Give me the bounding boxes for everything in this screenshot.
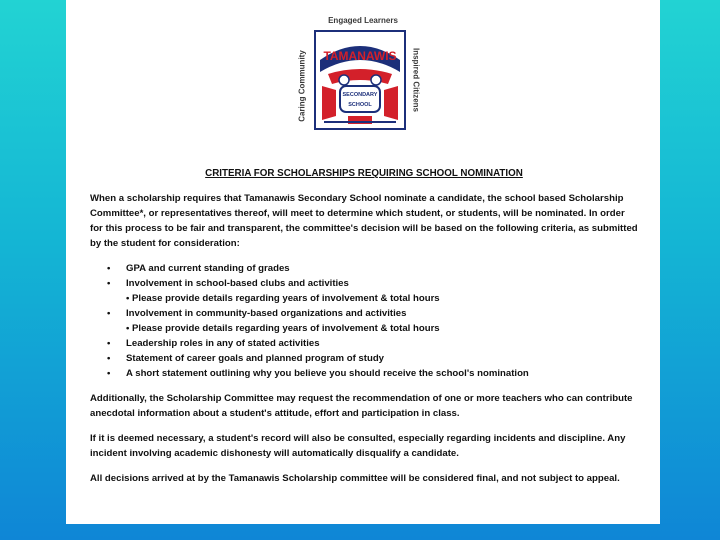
- bullet-icon: •: [107, 353, 111, 364]
- seal-subtitle-1: SECONDARY: [342, 92, 378, 98]
- list-item-text: Leadership roles in any of stated activities: [126, 338, 320, 349]
- additional-paragraph: Additionally, the Scholarship Committee may request the recommendation of one or more teachers who can contribute anecdotal information about a student's attitude, effort and participation in class.: [90, 393, 633, 419]
- bullet-icon: •: [107, 338, 111, 349]
- list-item-text: • Please provide details regarding years of involvement & total hours: [126, 323, 440, 334]
- seal-title: TAMANAWIS: [323, 49, 397, 63]
- document-page: [66, 0, 660, 524]
- list-item: [90, 336, 638, 351]
- list-item-text: GPA and current standing of grades: [126, 263, 290, 274]
- logo-motto-left: Caring Community: [297, 50, 307, 122]
- bullet-icon: •: [107, 368, 111, 379]
- list-item: [90, 306, 638, 321]
- list-subitem: [90, 291, 638, 306]
- intro-paragraph: When a scholarship requires that Tamanawis Secondary School nominate a candidate, the school based Scholarship Committee*, or representatives thereof, will meet to determine which student, or students, will be nominated. In order for this process to be fair and transparent, the committee's decision will be based on the following criteria, as submitted by the student for consideration:: [90, 193, 638, 249]
- list-item: [90, 276, 638, 291]
- bullet-icon: •: [107, 263, 111, 274]
- criteria-document: [90, 166, 638, 496]
- bullet-icon: •: [107, 308, 111, 319]
- logo-motto-top: Engaged Learners: [328, 16, 398, 25]
- list-subitem: [90, 321, 638, 336]
- page-title: CRITERIA FOR SCHOLARSHIPS REQUIRING SCHOOL NOMINATION: [205, 168, 523, 179]
- list-item: [90, 351, 638, 366]
- record-paragraph: If it is deemed necessary, a student's record will also be consulted, especially regarding incidents and discipline. Any incident involving academic dishonesty will automatically disqualify a candidate.: [90, 433, 626, 459]
- list-item-text: Involvement in school-based clubs and activities: [126, 278, 349, 289]
- list-item: [90, 261, 638, 276]
- list-item: [90, 366, 638, 381]
- criteria-list: [90, 261, 638, 381]
- list-item-text: Involvement in community-based organizations and activities: [126, 308, 407, 319]
- list-item-text: Statement of career goals and planned program of study: [126, 353, 385, 364]
- school-seal-icon: [314, 30, 406, 130]
- bullet-icon: •: [107, 278, 111, 289]
- seal-subtitle-2: SCHOOL: [348, 102, 372, 108]
- final-paragraph: All decisions arrived at by the Tamanawis Scholarship committee will be considered final, and not subject to appeal.: [90, 473, 620, 484]
- list-item-text: • Please provide details regarding years of involvement & total hours: [126, 293, 440, 304]
- school-logo: [66, 0, 660, 160]
- logo-motto-right: Inspired Citizens: [411, 47, 421, 112]
- list-item-text: A short statement outlining why you believe you should receive the school's nomination: [126, 368, 529, 379]
